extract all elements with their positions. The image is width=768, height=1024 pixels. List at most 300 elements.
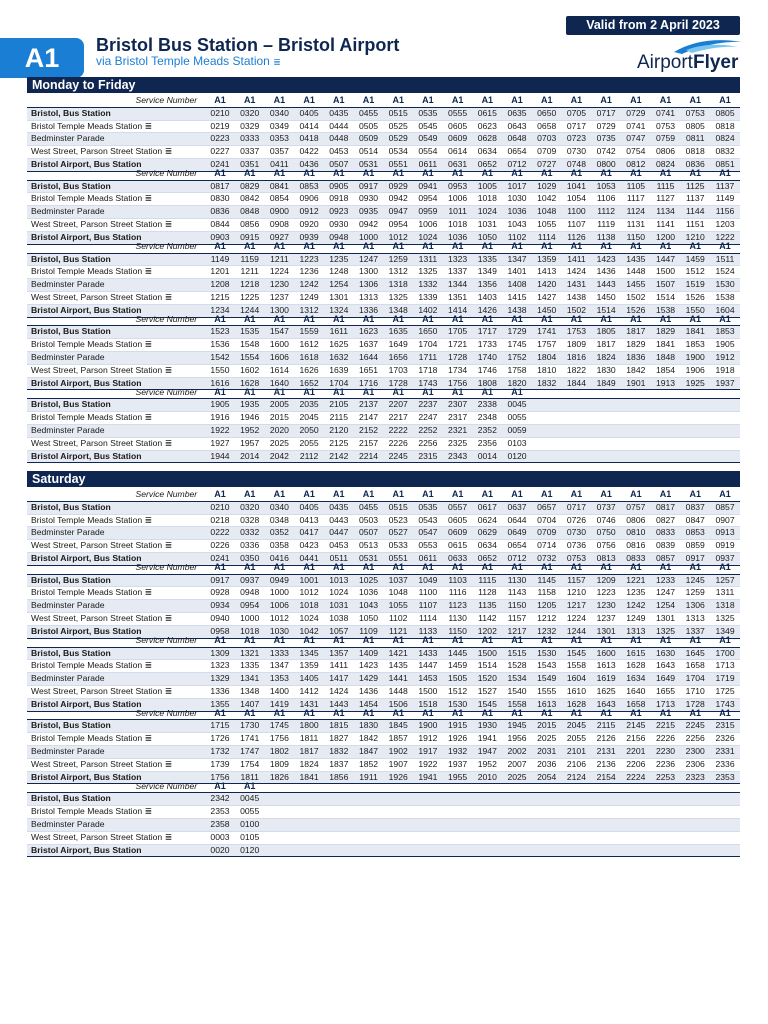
departure-time: 2300 xyxy=(680,746,710,759)
departure-time: 0105 xyxy=(235,831,265,844)
service-number: A1 xyxy=(443,708,473,720)
departure-time: 1203 xyxy=(710,219,740,232)
service-number xyxy=(532,387,562,399)
departure-time: 0704 xyxy=(532,514,562,527)
departure-time: 0241 xyxy=(205,552,235,565)
stop-name: Bristol, Bus Station xyxy=(27,720,205,733)
departure-time: 0553 xyxy=(413,540,443,553)
service-number: A1 xyxy=(532,635,562,647)
service-number: A1 xyxy=(205,314,235,326)
departure-time: 1527 xyxy=(472,685,502,698)
service-number: A1 xyxy=(354,314,384,326)
departure-time: 0635 xyxy=(502,107,532,120)
departure-time: 1431 xyxy=(294,698,324,711)
stop-name: Bristol Temple Meads Station ≣ xyxy=(27,339,205,352)
service-number: A1 xyxy=(324,241,354,253)
departure-time xyxy=(680,412,710,425)
departure-time: 1645 xyxy=(680,647,710,660)
departure-time: 0806 xyxy=(621,514,651,527)
departure-time: 2101 xyxy=(562,746,592,759)
stop-row xyxy=(27,613,740,626)
departure-time: 1808 xyxy=(472,377,502,390)
departure-time: 0003 xyxy=(205,831,235,844)
departure-time xyxy=(591,424,621,437)
departure-time xyxy=(294,818,324,831)
departure-time: 0226 xyxy=(205,540,235,553)
stop-row xyxy=(27,587,740,600)
departure-time: 1142 xyxy=(472,613,502,626)
departure-time: 0712 xyxy=(502,158,532,171)
service-number xyxy=(680,387,710,399)
departure-time: 1149 xyxy=(710,193,740,206)
service-number: A1 xyxy=(443,95,473,107)
departure-time: 0729 xyxy=(621,107,651,120)
service-number: A1 xyxy=(354,708,384,720)
service-number: A1 xyxy=(472,95,502,107)
departure-time: 0611 xyxy=(413,552,443,565)
service-number: A1 xyxy=(591,635,621,647)
timetable-block xyxy=(27,95,740,172)
departure-time: 1912 xyxy=(413,733,443,746)
section-header: Saturday xyxy=(27,471,740,487)
departure-time: 2237 xyxy=(413,399,443,412)
departure-time: 1847 xyxy=(354,746,384,759)
departure-time: 1651 xyxy=(354,364,384,377)
service-number: A1 xyxy=(235,95,265,107)
timetable-block xyxy=(27,168,740,245)
departure-time xyxy=(651,793,681,806)
departure-time: 0100 xyxy=(235,818,265,831)
departure-time: 1616 xyxy=(205,377,235,390)
departure-time: 0533 xyxy=(383,540,413,553)
departure-time: 0443 xyxy=(324,514,354,527)
service-number: A1 xyxy=(591,708,621,720)
service-number-label: Service Number xyxy=(27,314,205,326)
departure-time: 0859 xyxy=(680,540,710,553)
departure-time: 0609 xyxy=(443,527,473,540)
departure-time: 2343 xyxy=(443,450,473,463)
departure-time: 0014 xyxy=(472,450,502,463)
departure-time xyxy=(413,844,443,857)
departure-time xyxy=(532,437,562,450)
route-badge: A1 xyxy=(0,38,84,78)
departure-time: 2245 xyxy=(383,450,413,463)
departure-time: 0810 xyxy=(621,527,651,540)
departure-time: 0837 xyxy=(680,501,710,514)
departure-time: 2045 xyxy=(294,412,324,425)
service-number: A1 xyxy=(205,168,235,180)
departure-time: 1420 xyxy=(532,279,562,292)
departure-time: 1311 xyxy=(413,253,443,266)
service-number: A1 xyxy=(294,95,324,107)
departure-time: 1540 xyxy=(502,685,532,698)
service-number: A1 xyxy=(472,635,502,647)
departure-time: 1713 xyxy=(710,660,740,673)
service-number: A1 xyxy=(562,635,592,647)
departure-time: 2325 xyxy=(443,437,473,450)
departure-time: 1900 xyxy=(680,352,710,365)
departure-time: 0816 xyxy=(621,540,651,553)
departure-time: 0551 xyxy=(383,552,413,565)
departure-time: 1957 xyxy=(235,437,265,450)
departure-time xyxy=(532,844,562,857)
service-number xyxy=(383,781,413,793)
stop-name: Bristol Temple Meads Station ≣ xyxy=(27,587,205,600)
departure-time: 0503 xyxy=(354,514,384,527)
departure-time xyxy=(621,424,651,437)
departure-time: 0923 xyxy=(324,206,354,219)
departure-time: 0658 xyxy=(532,120,562,133)
departure-time: 0020 xyxy=(205,844,235,857)
service-number: A1 xyxy=(562,241,592,253)
departure-time: 1018 xyxy=(472,193,502,206)
departure-time: 1119 xyxy=(591,219,621,232)
departure-time: 0753 xyxy=(680,107,710,120)
departure-time: 0455 xyxy=(354,107,384,120)
rail-icon: ≣ xyxy=(142,587,153,598)
service-number: A1 xyxy=(472,241,502,253)
departure-time: 2050 xyxy=(294,424,324,437)
departure-time: 1534 xyxy=(502,673,532,686)
departure-time: 1841 xyxy=(680,326,710,339)
stop-name: Bedminster Parade xyxy=(27,673,205,686)
departure-time: 1325 xyxy=(383,291,413,304)
departure-time xyxy=(621,450,651,463)
departure-time: 1301 xyxy=(591,625,621,638)
departure-time xyxy=(294,806,324,819)
departure-time xyxy=(710,844,740,857)
service-number: A1 xyxy=(621,168,651,180)
service-number: A1 xyxy=(443,168,473,180)
service-number: A1 xyxy=(472,387,502,399)
departure-time: 0805 xyxy=(680,120,710,133)
departure-time: 1116 xyxy=(443,587,473,600)
departure-time: 1852 xyxy=(354,758,384,771)
departure-time: 1244 xyxy=(235,304,265,317)
departure-time: 1107 xyxy=(562,219,592,232)
departure-time: 0320 xyxy=(235,501,265,514)
departure-time: 1414 xyxy=(443,304,473,317)
departure-time: 0453 xyxy=(324,540,354,553)
departure-time: 1746 xyxy=(472,364,502,377)
departure-time: 1030 xyxy=(265,625,295,638)
service-number: A1 xyxy=(502,489,532,501)
departure-time: 1558 xyxy=(562,660,592,673)
service-number xyxy=(502,781,532,793)
departure-time: 0847 xyxy=(680,514,710,527)
departure-time: 0833 xyxy=(651,527,681,540)
departure-time: 0937 xyxy=(235,574,265,587)
departure-time: 1613 xyxy=(591,660,621,673)
departure-time xyxy=(413,818,443,831)
departure-time: 1650 xyxy=(413,326,443,339)
departure-time: 0811 xyxy=(680,133,710,146)
service-number: A1 xyxy=(591,168,621,180)
departure-time: 2353 xyxy=(710,771,740,784)
departure-time: 1115 xyxy=(651,180,681,193)
departure-time: 1222 xyxy=(710,231,740,244)
stop-row xyxy=(27,527,740,540)
departure-time xyxy=(621,831,651,844)
departure-time xyxy=(413,806,443,819)
departure-time: 1000 xyxy=(354,231,384,244)
departure-time xyxy=(680,399,710,412)
departure-time: 1205 xyxy=(532,600,562,613)
service-number: A1 xyxy=(383,489,413,501)
departure-time xyxy=(532,450,562,463)
timetable-block xyxy=(27,562,740,639)
departure-time: 1407 xyxy=(235,698,265,711)
departure-time: 1145 xyxy=(532,574,562,587)
departure-time: 0358 xyxy=(265,540,295,553)
departure-time: 1312 xyxy=(383,266,413,279)
departure-time: 0917 xyxy=(354,180,384,193)
departure-time: 1729 xyxy=(502,326,532,339)
departure-time: 2230 xyxy=(651,746,681,759)
service-number: A1 xyxy=(532,95,562,107)
departure-time: 0948 xyxy=(324,231,354,244)
departure-time: 0714 xyxy=(532,540,562,553)
departure-time: 0059 xyxy=(502,424,532,437)
departure-time: 2115 xyxy=(591,720,621,733)
stop-name: Bristol Temple Meads Station ≣ xyxy=(27,733,205,746)
departure-time: 0441 xyxy=(294,552,324,565)
departure-time: 1639 xyxy=(324,364,354,377)
service-number: A1 xyxy=(502,168,532,180)
departure-time: 1341 xyxy=(235,673,265,686)
departure-time: 1017 xyxy=(502,180,532,193)
departure-time: 2348 xyxy=(472,412,502,425)
departure-time: 1925 xyxy=(680,377,710,390)
departure-time: 1427 xyxy=(532,291,562,304)
departure-time: 2054 xyxy=(532,771,562,784)
departure-time xyxy=(621,793,651,806)
service-number: A1 xyxy=(235,387,265,399)
service-number xyxy=(710,387,740,399)
departure-time: 1347 xyxy=(502,253,532,266)
departure-time: 1519 xyxy=(680,279,710,292)
departure-time: 0436 xyxy=(294,158,324,171)
departure-time: 1918 xyxy=(710,364,740,377)
departure-time: 1355 xyxy=(205,698,235,711)
departure-time xyxy=(710,831,740,844)
departure-time: 0818 xyxy=(710,120,740,133)
departure-time: 1006 xyxy=(413,219,443,232)
stop-name: West Street, Parson Street Station ≣ xyxy=(27,685,205,698)
departure-time: 2007 xyxy=(502,758,532,771)
departure-time xyxy=(651,831,681,844)
service-number: A1 xyxy=(502,387,532,399)
departure-time xyxy=(621,818,651,831)
departure-time: 1518 xyxy=(413,698,443,711)
departure-time: 1217 xyxy=(502,625,532,638)
departure-time xyxy=(443,806,473,819)
departure-time: 0949 xyxy=(265,574,295,587)
departure-time: 1233 xyxy=(651,574,681,587)
departure-time: 0554 xyxy=(413,146,443,159)
departure-time xyxy=(710,793,740,806)
service-number: A1 xyxy=(532,708,562,720)
departure-time xyxy=(562,818,592,831)
departure-time: 0535 xyxy=(413,501,443,514)
stop-name: Bristol Airport, Bus Station xyxy=(27,552,205,565)
departure-time xyxy=(680,818,710,831)
departure-time: 1711 xyxy=(413,352,443,365)
departure-time: 0806 xyxy=(651,146,681,159)
departure-time: 1232 xyxy=(532,625,562,638)
departure-time xyxy=(443,793,473,806)
departure-time xyxy=(383,818,413,831)
departure-time: 1506 xyxy=(383,698,413,711)
departure-time: 0833 xyxy=(621,552,651,565)
departure-time: 1347 xyxy=(265,660,295,673)
departure-time: 1411 xyxy=(324,660,354,673)
departure-time: 0937 xyxy=(710,552,740,565)
departure-time: 1459 xyxy=(443,660,473,673)
departure-time: 1433 xyxy=(413,647,443,660)
departure-time: 1402 xyxy=(413,304,443,317)
departure-time xyxy=(591,831,621,844)
departure-time: 1024 xyxy=(324,587,354,600)
departure-time: 1131 xyxy=(621,219,651,232)
departure-time: 0637 xyxy=(502,501,532,514)
departure-time: 1100 xyxy=(413,587,443,600)
departure-time: 1123 xyxy=(443,600,473,613)
departure-time: 0735 xyxy=(591,133,621,146)
departure-time: 0615 xyxy=(472,107,502,120)
service-number: A1 xyxy=(205,241,235,253)
departure-time: 2307 xyxy=(443,399,473,412)
departure-time: 1300 xyxy=(354,266,384,279)
departure-time: 1946 xyxy=(235,412,265,425)
departure-time: 1754 xyxy=(235,758,265,771)
departure-time: 1842 xyxy=(354,733,384,746)
departure-time: 1913 xyxy=(651,377,681,390)
service-number: A1 xyxy=(562,95,592,107)
departure-time: 1115 xyxy=(472,574,502,587)
departure-time: 2002 xyxy=(502,746,532,759)
stop-name: Bristol, Bus Station xyxy=(27,399,205,412)
departure-time xyxy=(324,806,354,819)
departure-time: 1149 xyxy=(205,253,235,266)
service-number: A1 xyxy=(443,635,473,647)
departure-time: 0935 xyxy=(354,206,384,219)
departure-time: 1429 xyxy=(354,673,384,686)
service-number: A1 xyxy=(383,562,413,574)
departure-time: 1600 xyxy=(265,339,295,352)
departure-time: 2317 xyxy=(443,412,473,425)
service-number: A1 xyxy=(562,489,592,501)
departure-time: 1053 xyxy=(591,180,621,193)
departure-time: 0726 xyxy=(562,514,592,527)
departure-time: 1259 xyxy=(680,587,710,600)
departure-time: 1000 xyxy=(265,587,295,600)
departure-time: 1830 xyxy=(591,364,621,377)
stop-row xyxy=(27,540,740,553)
stop-name: Bristol Airport, Bus Station xyxy=(27,231,205,244)
service-number: A1 xyxy=(294,562,324,574)
departure-time: 1826 xyxy=(265,771,295,784)
departure-time: 0549 xyxy=(413,133,443,146)
departure-time: 0623 xyxy=(472,120,502,133)
rail-icon: ≣ xyxy=(142,266,153,277)
departure-time: 0654 xyxy=(502,146,532,159)
departure-time: 1417 xyxy=(324,673,354,686)
departure-time: 1413 xyxy=(532,266,562,279)
departure-time: 1745 xyxy=(265,720,295,733)
departure-time: 1436 xyxy=(354,685,384,698)
departure-time: 1952 xyxy=(235,424,265,437)
service-number: A1 xyxy=(354,562,384,574)
departure-time xyxy=(383,806,413,819)
departure-time xyxy=(591,450,621,463)
departure-time: 0908 xyxy=(265,219,295,232)
stop-name: Bristol Temple Meads Station ≣ xyxy=(27,660,205,673)
departure-time: 1907 xyxy=(383,758,413,771)
departure-time: 0644 xyxy=(502,514,532,527)
departure-time: 0929 xyxy=(383,180,413,193)
departure-time xyxy=(591,412,621,425)
departure-time: 2147 xyxy=(354,412,384,425)
departure-time: 0903 xyxy=(205,231,235,244)
service-number xyxy=(472,781,502,793)
departure-time: 0930 xyxy=(354,193,384,206)
departure-time: 1031 xyxy=(472,219,502,232)
service-number: A1 xyxy=(502,241,532,253)
departure-time: 1150 xyxy=(502,600,532,613)
departure-time: 0906 xyxy=(294,193,324,206)
departure-time xyxy=(532,424,562,437)
departure-time: 0045 xyxy=(235,793,265,806)
departure-time: 1932 xyxy=(443,746,473,759)
departure-time: 1348 xyxy=(235,685,265,698)
departure-time: 0649 xyxy=(502,527,532,540)
departure-time: 1237 xyxy=(265,291,295,304)
departure-time: 0241 xyxy=(205,158,235,171)
departure-time: 0340 xyxy=(265,107,295,120)
departure-time: 1822 xyxy=(562,364,592,377)
departure-time: 1055 xyxy=(532,219,562,232)
departure-time: 0455 xyxy=(354,501,384,514)
service-number: A1 xyxy=(265,241,295,253)
departure-time: 1224 xyxy=(265,266,295,279)
departure-time: 2157 xyxy=(354,437,384,450)
service-number: A1 xyxy=(532,168,562,180)
departure-time: 0416 xyxy=(265,552,295,565)
departure-time: 1225 xyxy=(235,291,265,304)
departure-time xyxy=(265,818,295,831)
departure-time: 0754 xyxy=(621,146,651,159)
departure-time: 2152 xyxy=(354,424,384,437)
departure-time: 0717 xyxy=(591,107,621,120)
departure-time: 1359 xyxy=(294,660,324,673)
departure-time: 0605 xyxy=(443,514,473,527)
departure-time: 1625 xyxy=(591,685,621,698)
departure-time: 1210 xyxy=(680,231,710,244)
service-number: A1 xyxy=(265,314,295,326)
departure-time: 1756 xyxy=(443,377,473,390)
departure-time: 1824 xyxy=(294,758,324,771)
service-number: A1 xyxy=(621,241,651,253)
service-number: A1 xyxy=(383,708,413,720)
departure-time: 0332 xyxy=(235,527,265,540)
service-number: A1 xyxy=(413,168,443,180)
departure-time: 1150 xyxy=(621,231,651,244)
service-number: A1 xyxy=(265,387,295,399)
stop-name: Bristol Temple Meads Station ≣ xyxy=(27,193,205,206)
departure-time: 2014 xyxy=(235,450,265,463)
departure-time: 1443 xyxy=(591,279,621,292)
